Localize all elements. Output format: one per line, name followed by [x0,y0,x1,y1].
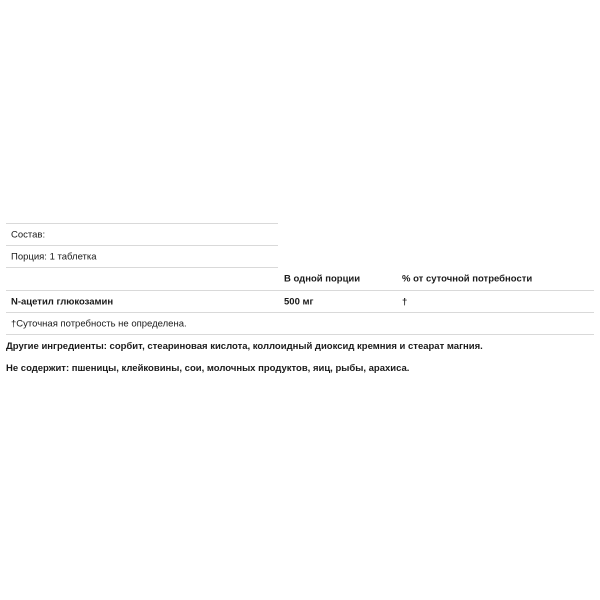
ingredient-daily-value: † [402,295,408,307]
facts-title: Состав: [11,228,46,240]
other-ingredients: Другие ингредиенты: сорбит, стеариновая кислота, коллоидный диоксид кремния и стеарат магния. [6,341,483,352]
column-header-row [6,268,594,291]
daily-value-footnote: †Суточная потребность не определена. [11,317,187,329]
serving-size: Порция: 1 таблетка [11,250,97,262]
footnote-row [6,313,594,335]
facts-title-row [6,223,278,246]
serving-size-row [6,246,278,268]
table-row [6,291,594,313]
per-serving-header: В одной порции [284,273,361,285]
ingredient-amount: 500 мг [284,295,314,307]
daily-value-header: % от суточной потребности [402,273,533,285]
ingredient-name: N-ацетил глюкозамин [11,295,114,307]
supplement-facts-table [6,223,594,335]
allergen-free-statement: Не содержит: пшеницы, клейковины, сои, молочных продуктов, яиц, рыбы, арахиса. [6,363,410,374]
